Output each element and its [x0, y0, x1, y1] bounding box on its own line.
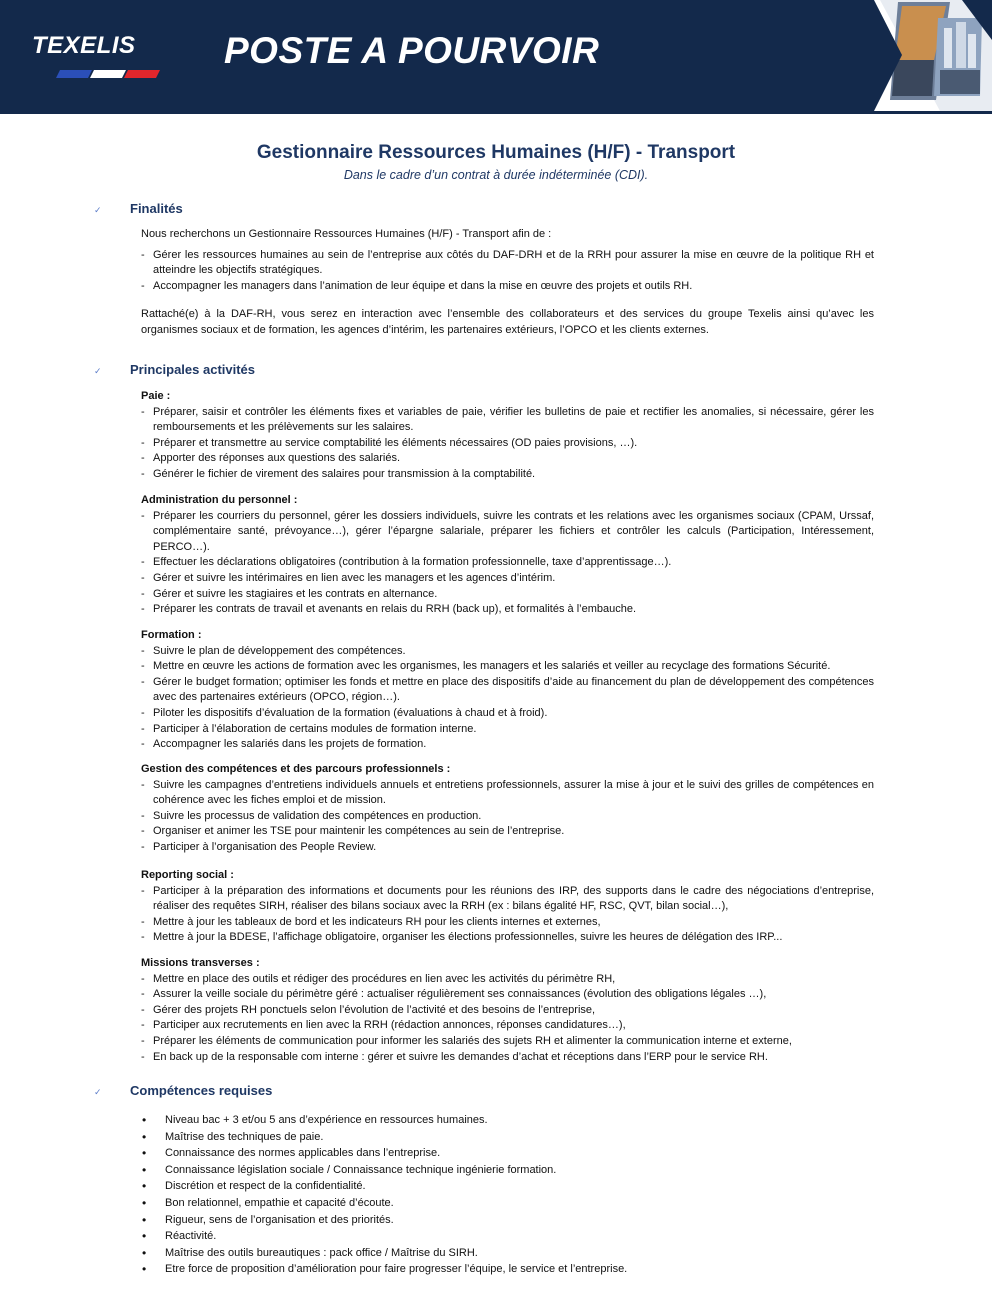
list-item: • Etre force de proposition d’amélioration pour faire progresser l’équipe, le service et l’entreprise.: [141, 1261, 874, 1278]
group-paie: [141, 389, 874, 483]
list-item: - Suivre les campagnes d’entretiens individuels annuels et entretiens professionnels, assurer la mise à jour et le suivi des grilles de compétences en cohérence avec les fiches emploi et de mission.: [141, 778, 874, 809]
group-formation: [141, 628, 874, 753]
list-item: - Accompagner les salariés dans les projets de formation.: [141, 737, 874, 753]
section-heading-competences: ✓ Compétences requises: [94, 1083, 273, 1098]
list-item: - Mettre à jour la BDESE, l’affichage obligatoire, organiser les élections professionnelles, suivre les heures de délégation des IRP...: [141, 930, 874, 946]
french-flag-stripes-icon: [52, 70, 162, 78]
banner-divider: [0, 111, 992, 114]
list-item: • Connaissance législation sociale / Connaissance technique ingénierie formation.: [141, 1162, 874, 1179]
list-item: • Connaissance des normes applicables dans l’entreprise.: [141, 1145, 874, 1162]
group-missions-transverses: [141, 956, 874, 1065]
list-item: - Organiser et animer les TSE pour maintenir les compétences au sein de l’entreprise.: [141, 824, 874, 840]
group-title: Missions transverses :: [141, 957, 260, 969]
list-item: • Bon relationnel, empathie et capacité d’écoute.: [141, 1195, 874, 1212]
check-icon: ✓: [94, 1087, 102, 1097]
list-item: - Préparer les courriers du personnel, gérer les dossiers individuels, suivre les contrats et les relations avec les organismes sociaux (CPAM, Urssaf, complémentaire santé, prévoyance…), gérer l’épargne salariale, préparer les fichiers et contrôler les calculs (Participation, Intéressement, PERCO…).: [141, 509, 874, 556]
list-item: - Participer à la préparation des informations et documents pour les réunions des IRP, des supports dans le cadre des négociations d’entreprise, réaliser des requêtes SIRH, réaliser des bilans sociaux avec la RRH (ex : bilans égalité HF, RSC, QVT, bilan social…),: [141, 884, 874, 915]
list-item: - Préparer et transmettre au service comptabilité les éléments nécessaires (OD paies provisions, …).: [141, 436, 874, 452]
group-competences-parcours: [141, 762, 874, 856]
job-title: Gestionnaire Ressources Humaines (H/F) - Transport: [256, 142, 736, 163]
job-subtitle: Dans le cadre d’un contrat à durée indéterminée (CDI).: [343, 168, 649, 182]
list-item: - Suivre les processus de validation des compétences en production.: [141, 809, 874, 825]
competences-list: [141, 1112, 874, 1278]
list-item: - Piloter les dispositifs d’évaluation de la formation (évaluations à chaud et à froid).: [141, 706, 874, 722]
group-title: Reporting social :: [141, 869, 234, 881]
group-title: Paie :: [141, 390, 171, 402]
section-heading-finalites: ✓ Finalités: [94, 201, 183, 216]
section-finalites: [141, 227, 874, 339]
check-icon: ✓: [94, 366, 102, 376]
list-item: - Apporter des réponses aux questions des salariés.: [141, 451, 874, 467]
list-item: - Accompagner les managers dans l’animation de leur équipe et dans la mise en œuvre des projets et outils RH.: [141, 279, 874, 295]
list-item: - Mettre en œuvre les actions de formation avec les organismes, les managers et les salariés et veiller au recyclage des formations Sécurité.: [141, 659, 874, 675]
company-logo: [30, 30, 160, 85]
list-item: - Gérer et suivre les intérimaires en lien avec les managers et les agences d’intérim.: [141, 571, 874, 587]
list-item: - Mettre à jour les tableaux de bord et les indicateurs RH pour les clients internes et externes,: [141, 915, 874, 931]
group-reporting-social: [141, 868, 874, 946]
group-administration: [141, 493, 874, 618]
group-title: Formation :: [141, 629, 202, 641]
list-item: - Gérer les ressources humaines au sein de l’entreprise aux côtés du DAF-DRH et de la RRH pour assurer la mise en œuvre de la politique RH et atteindre les objectifs stratégiques.: [141, 248, 874, 279]
list-item: - Effectuer les déclarations obligatoires (contribution à la formation professionnelle, taxe d’apprentissage…).: [141, 555, 874, 571]
list-item: - Générer le fichier de virement des salaires pour transmission à la comptabilité.: [141, 467, 874, 483]
list-item: - Participer à l’organisation des People Review.: [141, 840, 874, 856]
list-item: - Assurer la veille sociale du périmètre géré : actualiser régulièrement ses connaissances (évolution des obligations légales …),: [141, 987, 874, 1003]
list-item: • Niveau bac + 3 et/ou 5 ans d’expérience en ressources humaines.: [141, 1112, 874, 1129]
list-item: - Gérer et suivre les stagiaires et les contrats en alternance.: [141, 587, 874, 603]
list-item: • Maîtrise des techniques de paie.: [141, 1129, 874, 1146]
list-item: - En back up de la responsable com interne : gérer et suivre les demandes d’achat et réceptions dans l’ERP pour le service RH.: [141, 1050, 874, 1066]
list-item: • Maîtrise des outils bureautiques : pack office / Maîtrise du SIRH.: [141, 1245, 874, 1262]
list-item: - Gérer des projets RH ponctuels selon l’évolution de l’activité et des besoins de l’entreprise,: [141, 1003, 874, 1019]
list-item: - Préparer les éléments de communication pour informer les salariés des sujets RH et alimenter la communication interne et externe,: [141, 1034, 874, 1050]
check-icon: ✓: [94, 205, 102, 215]
banner-title: POSTE A POURVOIR: [224, 30, 600, 71]
list-item: - Mettre en place des outils et rédiger des procédures en lien avec les activités du périmètre RH,: [141, 972, 874, 988]
group-title: Gestion des compétences et des parcours professionnels :: [141, 763, 451, 775]
list-item: - Participer aux recrutements en lien avec la RRH (rédaction annonces, réponses candidatures…),: [141, 1018, 874, 1034]
finalites-paragraph: Rattaché(e) à la DAF-RH, vous serez en interaction avec l’ensemble des collaborateurs et des services du groupe Texelis ainsi qu’avec les organismes sociaux et de formation, les agences d’intérim, les partenaires extérieurs, l’OPCO et les clients externes.: [141, 308, 874, 336]
list-item: • Discrétion et respect de la confidentialité.: [141, 1178, 874, 1195]
header-photo-collage-icon: [840, 0, 992, 111]
section-heading-activites: ✓ Principales activités: [94, 362, 256, 377]
list-item: • Réactivité.: [141, 1228, 874, 1245]
list-item: - Gérer le budget formation; optimiser les fonds et mettre en place des dispositifs d’aide au financement du plan de développement des compétences avec des partenaires extérieurs (OPCO, région…).: [141, 675, 874, 706]
group-title: Administration du personnel :: [141, 494, 298, 506]
list-item: - Suivre le plan de développement des compétences.: [141, 644, 874, 660]
list-item: • Rigueur, sens de l’organisation et des priorités.: [141, 1212, 874, 1229]
list-item: - Participer à l’élaboration de certains modules de formation interne.: [141, 722, 874, 738]
logo-text: TEXELIS: [32, 32, 136, 59]
header-banner: [0, 0, 992, 111]
finalites-intro: Nous recherchons un Gestionnaire Ressources Humaines (H/F) - Transport afin de :: [141, 228, 552, 240]
list-item: - Préparer les contrats de travail et avenants en relais du RRH (back up), et formalités à l’embauche.: [141, 602, 874, 618]
list-item: - Préparer, saisir et contrôler les éléments fixes et variables de paie, vérifier les bulletins de paie et rectifier les anomalies, si nécessaire, gérer les remboursements et les prélèvements sur les salaires.: [141, 405, 874, 436]
